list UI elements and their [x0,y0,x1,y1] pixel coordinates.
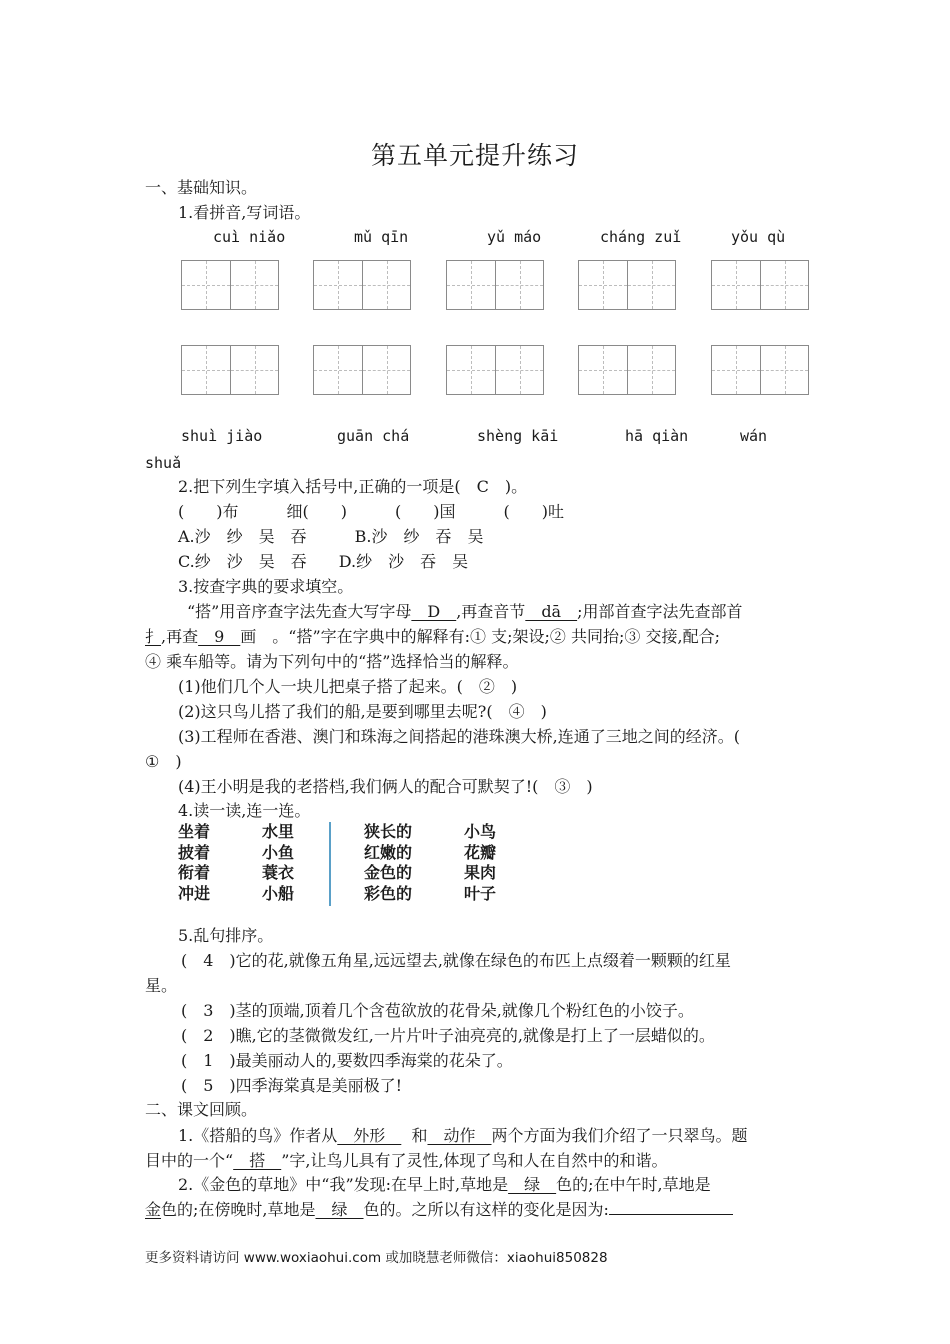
writing-grid[interactable] [313,345,411,395]
pinyin-label: yǒu qù [731,228,786,246]
match-item[interactable]: 狭长的 [364,822,413,841]
q2-options-ab: A.沙 纱 吴 吞 B.沙 纱 吞 吴 [178,527,484,546]
match-item[interactable]: 蓑衣 [262,863,295,882]
page-title: 第五单元提升练习 [370,141,579,170]
answer-blank: 扌 [145,627,162,646]
match-item[interactable]: 果肉 [464,863,497,882]
q4-prompt: 4.读一读,连一连。 [178,801,311,820]
answer-blank: D [411,602,457,621]
answer-blank: 9 [198,627,241,646]
match-item[interactable]: 叶子 [464,883,497,903]
match-column-left-b [262,822,294,904]
match-item[interactable]: 彩色的 [364,883,413,903]
q5-prompt: 5.乱句排序。 [178,926,274,945]
answer-blank: 绿 [508,1175,557,1194]
answer-blank: 动作 [427,1126,492,1145]
q2-options-cd: C.纱 沙 吴 吞 D.纱 沙 吞 吴 [178,552,469,571]
match-column-right-b [464,822,496,904]
match-column-left-a [178,822,210,904]
pinyin-label: yǔ máo [487,228,542,246]
writing-grid[interactable] [711,260,809,310]
q3-sentence-4: (4)王小明是我的老搭档,我们俩人的配合可默契了!( ③ ) [178,777,593,796]
pinyin-label: wán [740,427,768,445]
match-item[interactable]: 披着 [178,842,211,862]
match-item[interactable]: 金色的 [364,863,413,882]
writing-grid[interactable] [446,260,544,310]
pinyin-label: cuì niǎo [213,228,286,246]
s2-q1-line1: 1.《搭船的鸟》作者从 外形 和 动作 两个方面为我们介绍了一只翠鸟。题 [178,1126,748,1145]
writing-grid[interactable] [313,260,411,310]
match-item[interactable]: 衔着 [178,863,211,882]
q5-sentence: ( 5 )四季海棠真是美丽极了! [181,1076,403,1095]
pinyin-label: shèng kāi [477,427,559,445]
section2-heading: 二、课文回顾。 [145,1100,258,1119]
q5-sentence: ( 4 )它的花,就像五角星,远远望去,就像在绿色的布匹上点缀着一颗颗的红星 [181,951,731,970]
writing-grid[interactable] [578,260,676,310]
s2-q2-line1: 2.《金色的草地》中“我”发现:在早上时,草地是 绿 色的;在中午时,草地是 [178,1175,711,1194]
q3-sentence-3-cont: ① ) [145,752,182,771]
q5-sentence-cont: 星。 [145,976,178,995]
pinyin-label: cháng zuǐ [600,228,682,246]
q2-blanks: ( )布 细( ) ( )国 ( )吐 [178,502,564,521]
match-item[interactable]: 水里 [262,822,295,841]
pinyin-label: mǔ qīn [354,228,409,246]
answer-line[interactable] [609,1214,733,1215]
pinyin-label: shuǎ [145,454,182,472]
q3-line1: “搭”用音序查字法先查大写字母 D ,再查音节 dā ;用部首查字法先查部首 [187,602,743,621]
q3-sentence-1: (1)他们几个人一块儿把桌子搭了起来。( ② ) [178,677,518,696]
q1-prompt: 1.看拼音,写词语。 [178,203,311,222]
writing-grid[interactable] [711,345,809,395]
q5-sentence: ( 1 )最美丽动人的,要数四季海棠的花朵了。 [181,1051,513,1070]
pinyin-label: guān chá [337,427,410,445]
match-item[interactable]: 红嫩的 [364,842,413,862]
q3-sentence-3: (3)工程师在香港、澳门和珠海之间搭起的港珠澳大桥,连通了三地之间的经济。( [178,727,740,746]
writing-grid[interactable] [181,345,279,395]
matching-table [178,822,518,906]
s2-q2-line2: 金色的;在傍晚时,草地是 绿 色的。之所以有这样的变化是因为: [145,1200,733,1220]
answer-blank: dā [525,602,578,621]
footer-note: 更多资料请访问 www.woxiaohui.com 或加晓慧老师微信：xiaohui850828 [145,1250,608,1266]
section1-heading: 一、基础知识。 [145,178,258,197]
match-item[interactable]: 冲进 [178,883,211,903]
q3-sentence-2: (2)这只鸟儿搭了我们的船,是要到哪里去呢?( ④ ) [178,702,547,721]
match-divider [329,822,331,906]
match-item[interactable]: 小船 [262,883,295,903]
q5-sentence: ( 3 )茎的顶端,顶着几个含苞欲放的花骨朵,就像几个粉红色的小饺子。 [181,1001,694,1020]
q5-sentence: ( 2 )瞧,它的茎微微发红,一片片叶子油亮亮的,就像是打上了一层蜡似的。 [181,1026,715,1045]
writing-grid[interactable] [578,345,676,395]
q2-prompt: 2.把下列生字填入括号中,正确的一项是( C )。 [178,477,528,496]
s2-q1-line2: 目中的一个“ 搭 ”字,让鸟儿具有了灵性,体现了鸟和人在自然中的和谐。 [145,1151,668,1170]
answer-blank: 外形 [337,1126,402,1145]
match-item[interactable]: 坐着 [178,822,211,841]
pinyin-label: hā qiàn [625,427,689,445]
match-item[interactable]: 小鸟 [464,822,497,841]
writing-grid[interactable] [181,260,279,310]
answer-blank: 搭 [233,1151,282,1170]
q3-line2: 扌,再查 9 画 。“搭”字在字典中的解释有:① 支;架设;② 共同抬;③ 交接,配合; [145,627,720,646]
q3-line3: ④ 乘车船等。请为下列句中的“搭”选择恰当的解释。 [145,652,519,671]
match-item[interactable]: 花瓣 [464,842,497,862]
answer-blank: 绿 [315,1200,364,1219]
match-item[interactable]: 小鱼 [262,842,295,862]
answer-blank: 金 [145,1200,162,1219]
match-column-right-a [364,822,412,904]
writing-grid[interactable] [446,345,544,395]
q3-prompt: 3.按查字典的要求填空。 [178,577,354,596]
pinyin-label: shuì jiào [181,427,263,445]
